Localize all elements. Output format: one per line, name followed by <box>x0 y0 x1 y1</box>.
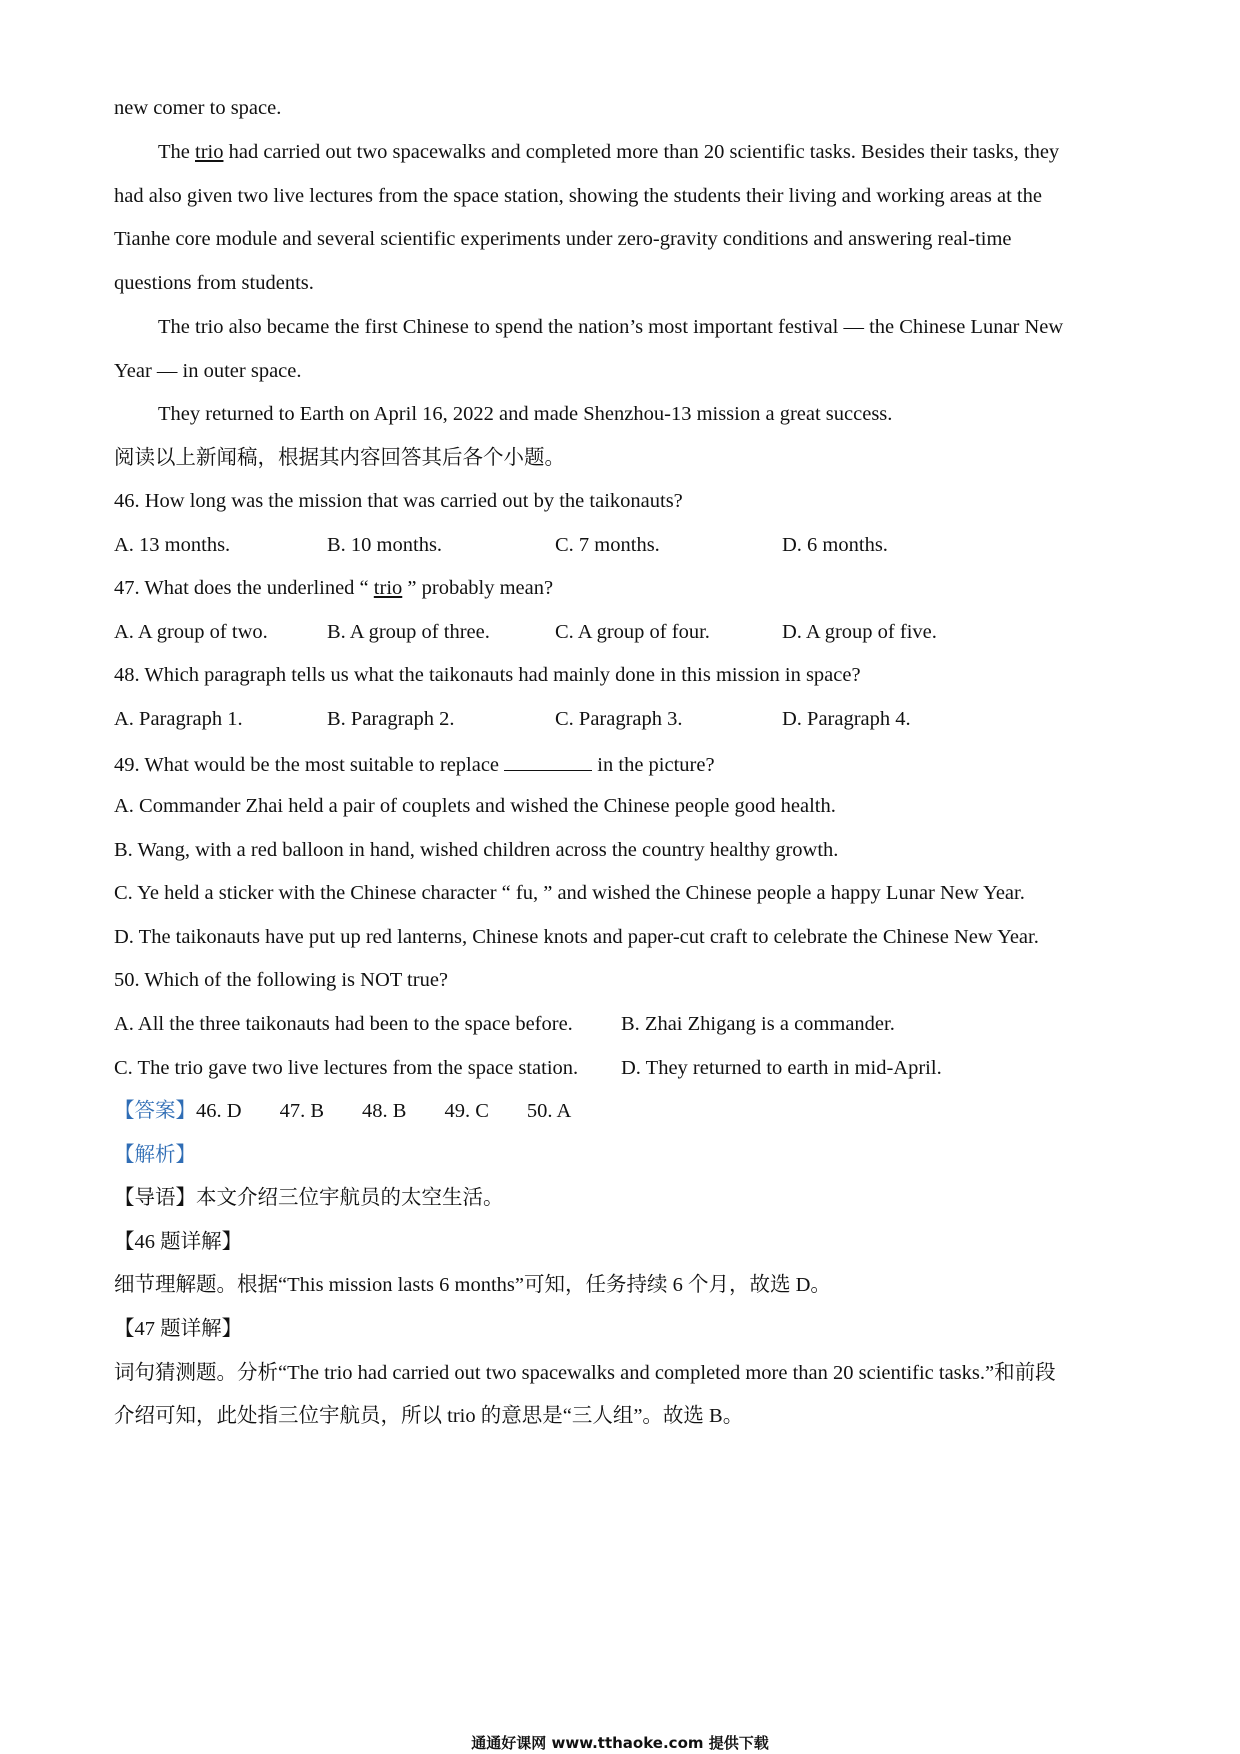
question-46-option-d: D. 6 months. <box>782 534 888 556</box>
question-50-stem: 50. Which of the following is NOT true? <box>114 969 449 991</box>
passage-paragraph-1: The trio had carried out two spacewalks and completed more than 20 scientific tasks. Besides their tasks, they <box>158 141 1060 163</box>
question-50-option-c: C. The trio gave two live lectures from the space station. <box>114 1057 579 1079</box>
passage-paragraph-2: The trio also became the first Chinese to spend the nation’s most important festival — the Chinese Lunar New <box>158 316 1064 338</box>
question-48-stem: 48. Which paragraph tells us what the taikonauts had mainly done in this mission in space? <box>114 664 861 686</box>
question-47-stem: 47. What does the underlined “ trio ” probably mean? <box>114 577 554 599</box>
answer-line <box>114 1101 571 1122</box>
footer-watermark: 通通好课网 www.tthaoke.com 提供下载 <box>471 1734 769 1752</box>
detail-46-title: 【46 题详解】 <box>114 1231 243 1253</box>
question-49-option-d: D. The taikonauts have put up red lanterns, Chinese knots and paper-cut craft to celebrate the Chinese New Year. <box>114 926 1039 948</box>
question-50-option-d: D. They returned to earth in mid-April. <box>621 1057 942 1079</box>
passage-line: had also given two live lectures from the space station, showing the students their living and working areas at the <box>114 185 1042 207</box>
passage-line: questions from students. <box>114 272 314 294</box>
question-47-option-d: D. A group of five. <box>782 621 937 643</box>
question-47-option-b: B. A group of three. <box>327 621 490 643</box>
question-46-stem: 46. How long was the mission that was carried out by the taikonauts? <box>114 490 683 512</box>
question-48-option-d: D. Paragraph 4. <box>782 708 911 730</box>
answer-item: 48. B <box>362 1100 407 1122</box>
analysis-label: 【解析】 <box>114 1144 196 1166</box>
question-50-option-a: A. All the three taikonauts had been to the space before. <box>114 1013 573 1035</box>
answer-item: 49. C <box>444 1100 489 1122</box>
question-46-option-a: A. 13 months. <box>114 534 231 556</box>
answer-blank <box>504 752 592 771</box>
underlined-trio: trio <box>195 141 224 163</box>
question-48-option-b: B. Paragraph 2. <box>327 708 455 730</box>
detail-47-title: 【47 题详解】 <box>114 1318 243 1340</box>
question-49-option-c: C. Ye held a sticker with the Chinese character “ fu, ” and wished the Chinese people a happy Lunar New Year. <box>114 882 1025 904</box>
detail-46-text: 细节理解题。根据“This mission lasts 6 months”可知，任务持续 6 个月，故选 D。 <box>114 1274 831 1296</box>
passage-line: Tianhe core module and several scientific experiments under zero-gravity conditions and answering real-time <box>114 228 1012 250</box>
question-48-option-c: C. Paragraph 3. <box>555 708 683 730</box>
passage-line: new comer to space. <box>114 97 282 119</box>
instruction: 阅读以上新闻稿，根据其内容回答其后各个小题。 <box>114 447 565 469</box>
question-46-option-b: B. 10 months. <box>327 534 443 556</box>
question-47-option-c: C. A group of four. <box>555 621 710 643</box>
passage-paragraph-3: They returned to Earth on April 16, 2022 and made Shenzhou-13 mission a great success. <box>158 403 893 425</box>
passage-line: Year — in outer space. <box>114 360 302 382</box>
analysis-intro: 【导语】本文介绍三位宇航员的太空生活。 <box>114 1187 504 1209</box>
question-48-option-a: A. Paragraph 1. <box>114 708 243 730</box>
answer-item: 50. A <box>526 1100 572 1122</box>
answer-item: 46. D <box>196 1100 242 1122</box>
question-49-stem: 49. What would be the most suitable to replace in the picture? <box>114 754 715 776</box>
question-50-option-b: B. Zhai Zhigang is a commander. <box>621 1013 895 1035</box>
question-49-option-a: A. Commander Zhai held a pair of couplets and wished the Chinese people good health. <box>114 795 836 817</box>
detail-47-text: 词句猜测题。分析“The trio had carried out two spacewalks and completed more than 20 scientific tasks.”和前段 <box>114 1362 1056 1384</box>
question-46-option-c: C. 7 months. <box>555 534 660 556</box>
question-49-option-b: B. Wang, with a red balloon in hand, wished children across the country healthy growth. <box>114 839 839 861</box>
question-47-option-a: A. A group of two. <box>114 621 268 643</box>
answer-label: 【答案】 <box>114 1100 196 1122</box>
answer-item: 47. B <box>279 1100 324 1122</box>
detail-47-text: 介绍可知，此处指三位宇航员，所以 trio 的意思是“三人组”。故选 B。 <box>114 1405 744 1427</box>
